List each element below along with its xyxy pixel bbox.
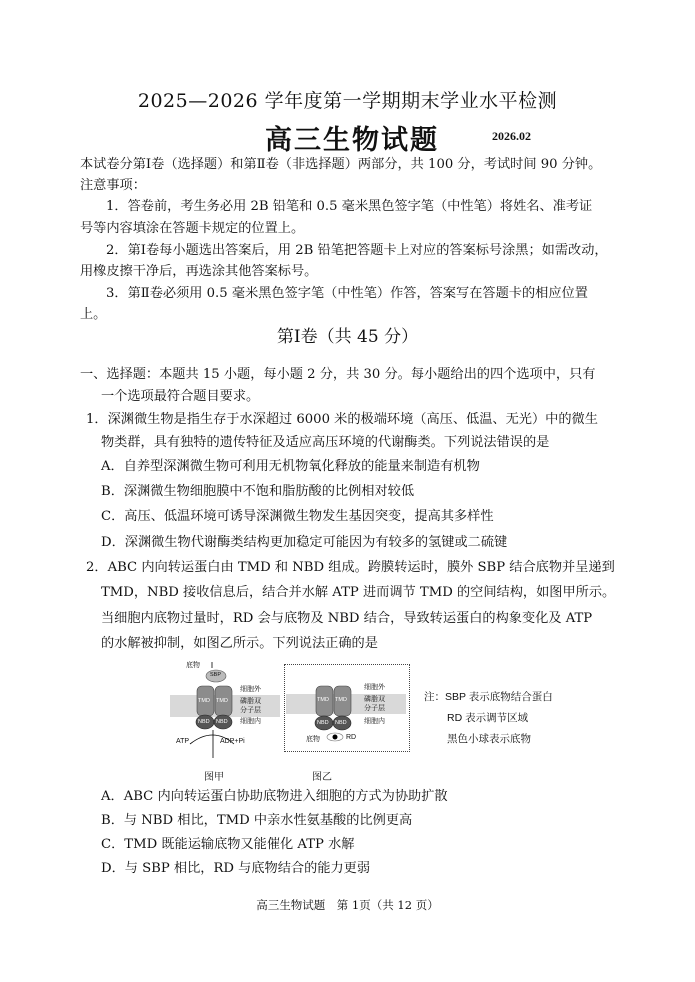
yi-bilayer-1: 磷脂双 <box>364 696 385 703</box>
q2-stem3: 当细胞内底物过量时，RD 会与底物及 NBD 结合，导致转运蛋白的构象变化及 ATP <box>101 611 593 626</box>
yi-caption: 图乙 <box>312 772 332 783</box>
jia-substrate-label: 底物 <box>186 662 200 669</box>
jia-bilayer-2: 分子层 <box>240 707 261 714</box>
exam-date: 2026.02 <box>492 129 531 143</box>
q1-stem1: 1．深渊微生物是指生存于水深超过 6000 米的极端环境（高压、低温、无光）中的微生 <box>86 412 598 427</box>
page-title: 高三生物试题 <box>265 125 439 156</box>
figure-note-2: RD 表示调节区域 <box>447 712 529 724</box>
q1-stem2: 物类群，具有独特的遗传特征及适应高压环境的代谢酶类。下列说法错误的是 <box>101 435 550 450</box>
q1-option-d: D．深渊微生物代谢酶类结构更加稳定可能因为有较多的氢键或二硫键 <box>101 535 508 550</box>
figure-note-1: 注：SBP 表示底物结合蛋白 <box>424 691 553 703</box>
jia-sbp-label: SBP <box>210 672 222 678</box>
jia-inside-label: 细胞内 <box>240 718 261 725</box>
page-footer: 高三生物试题 第 1页（共 12 页） <box>256 898 439 912</box>
q2-option-c: C．TMD 既能运输底物又能催化 ATP 水解 <box>101 837 355 852</box>
figure-jia-drawing <box>170 658 280 763</box>
q2-stem4: 的水解被抑制，如图乙所示。下列说法正确的是 <box>101 636 378 651</box>
exam-header: 2025—2026 学年度第一学期期末学业水平检测 <box>137 90 558 112</box>
yi-substrate-label: 底物 <box>306 736 320 743</box>
q2-stem2: TMD，NBD 接收信息后，结合并水解 ATP 进而调节 TMD 的空间结构，如图甲所示。 <box>101 585 616 600</box>
q1-option-b: B．深渊微生物细胞膜中不饱和脂肪酸的比例相对较低 <box>101 484 415 499</box>
part1-line1: 一、选择题：本题共 15 小题，每小题 2 分，共 30 分。每小题给出的四个选项中，只有 <box>80 367 596 382</box>
yi-bilayer-2: 分子层 <box>364 705 385 712</box>
jia-tmd-right-label: TMD <box>216 698 228 704</box>
notice-3a: 3．第Ⅱ卷必须用 0.5 毫米黑色签字笔（中性笔）作答，答案写在答题卡的相应位置 <box>106 286 588 301</box>
yi-nbd-left-label: NBD <box>317 720 329 726</box>
jia-bilayer-1: 磷脂双 <box>240 698 261 705</box>
section-title: 第Ⅰ卷（共 45 分） <box>276 327 419 347</box>
jia-tmd-left-label: TMD <box>198 698 210 704</box>
figure-jia <box>170 658 280 783</box>
notice-title: 注意事项： <box>80 178 146 193</box>
yi-tmd-left-label: TMD <box>317 697 329 703</box>
intro-line: 本试卷分第Ⅰ卷（选择题）和第Ⅱ卷（非选择题）两部分，共 100 分，考试时间 90 分钟。 <box>80 157 602 172</box>
q2-option-d: D．与 SBP 相比，RD 与底物结合的能力更弱 <box>101 861 371 876</box>
part1-line2: 一个选项最符合题目要求。 <box>101 389 260 404</box>
figure-note-3: 黑色小球表示底物 <box>447 733 531 745</box>
jia-adp-label: ADP+Pi <box>220 738 245 745</box>
jia-outside-label: 细胞外 <box>240 686 261 693</box>
notice-2a: 2．第Ⅰ卷每小题选出答案后，用 2B 铅笔把答题卡上对应的答案标号涂黑；如需改动， <box>106 243 608 258</box>
yi-nbd-right-label: NBD <box>335 720 347 726</box>
jia-atp-label: ATP <box>176 738 190 745</box>
q2-option-b: B．与 NBD 相比，TMD 中亲水性氨基酸的比例更高 <box>101 813 413 828</box>
yi-inside-label: 细胞内 <box>364 718 385 725</box>
yi-tmd-right-label: TMD <box>335 697 347 703</box>
q1-option-c: C．高压、低温环境可诱导深渊微生物发生基因突变，提高其多样性 <box>101 509 494 524</box>
q1-option-a: A．自养型深渊微生物可利用无机物氧化释放的能量来制造有机物 <box>101 459 480 474</box>
jia-nbd-left-label: NBD <box>198 719 210 725</box>
q2-option-a: A．ABC 内向转运蛋白协助底物进入细胞的方式为协助扩散 <box>101 789 448 804</box>
notice-1a: 1．答卷前，考生务必用 2B 铅笔和 0.5 毫米黑色签字笔（中性笔）将姓名、准考证 <box>106 199 593 214</box>
jia-nbd-right-label: NBD <box>216 719 228 725</box>
yi-outside-label: 细胞外 <box>364 684 385 691</box>
notice-2b: 用橡皮擦干净后，再选涂其他答案标号。 <box>80 264 318 279</box>
q2-stem1: 2．ABC 内向转运蛋白由 TMD 和 NBD 组成。跨膜转运时，膜外 SBP 结合底物并呈递到 <box>86 560 615 575</box>
notice-3b: 上。 <box>80 307 107 322</box>
yi-rd-label: RD <box>346 734 357 741</box>
notice-1b: 号等内容填涂在答题卡规定的位置上。 <box>80 221 305 236</box>
figure-yi <box>284 664 410 783</box>
jia-caption: 图甲 <box>204 772 224 783</box>
